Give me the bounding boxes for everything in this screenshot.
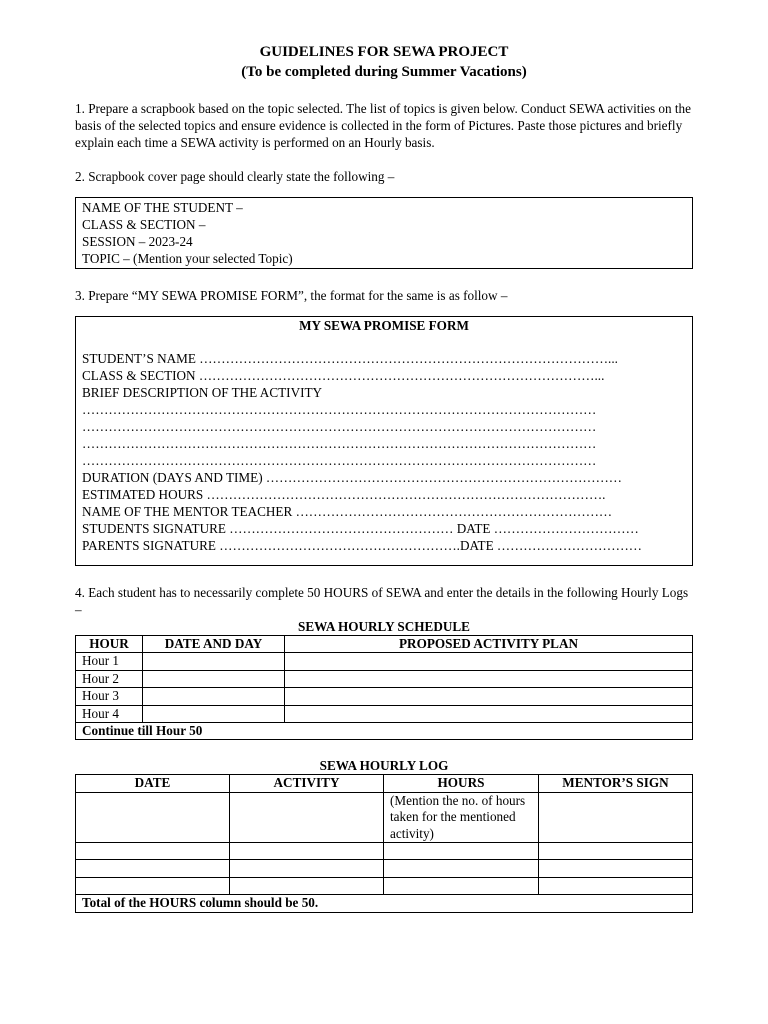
log-mentor-sign-cell[interactable]: [539, 792, 693, 842]
form-dotted-line: ………………………………………………………………………………………………………: [82, 402, 597, 417]
schedule-date-cell[interactable]: [143, 705, 285, 722]
log-activity-cell[interactable]: [230, 877, 384, 894]
log-mentor-sign-cell[interactable]: [539, 860, 693, 877]
table-row: [76, 670, 693, 687]
form-estimated-hours: ESTIMATED HOURS ……………………………………………………………………………….: [82, 487, 606, 502]
schedule-date-cell[interactable]: [143, 670, 285, 687]
form-brief-description: BRIEF DESCRIPTION OF THE ACTIVITY: [82, 385, 323, 400]
form-student-name: STUDENT’S NAME …………………………………………………………………………………...: [82, 351, 618, 366]
form-parent-signature: PARENTS SIGNATURE ……………………………………………….DATE ……………………………: [82, 538, 642, 553]
log-table: [75, 774, 693, 912]
log-hours-cell[interactable]: [384, 877, 539, 894]
schedule-date-cell[interactable]: [143, 688, 285, 705]
table-row: [76, 877, 693, 894]
schedule-footer: Continue till Hour 50: [76, 723, 693, 740]
table-row: [76, 688, 693, 705]
schedule-plan-cell[interactable]: [285, 705, 693, 722]
schedule-footer-row: [76, 723, 693, 740]
form-dotted-line: ………………………………………………………………………………………………………: [82, 453, 597, 468]
log-hours-cell[interactable]: [384, 860, 539, 877]
schedule-plan-cell[interactable]: [285, 653, 693, 670]
schedule-plan-cell[interactable]: [285, 670, 693, 687]
log-date-cell[interactable]: [76, 860, 230, 877]
log-mentor-sign-cell[interactable]: [539, 843, 693, 860]
point-3: 3. Prepare “MY SEWA PROMISE FORM”, the format for the same is as follow –: [75, 288, 508, 303]
log-date-cell[interactable]: [76, 792, 230, 842]
form-class-section: CLASS & SECTION ………………………………………………………………………………...: [82, 368, 605, 383]
log-activity-cell[interactable]: [230, 792, 384, 842]
log-date-cell[interactable]: [76, 843, 230, 860]
table-row: [76, 653, 693, 670]
log-header-hours: HOURS: [384, 775, 539, 792]
log-hours-note: (Mention the no. of hours taken for the mentioned activity): [384, 792, 539, 842]
log-heading: SEWA HOURLY LOG: [319, 758, 449, 774]
schedule-hour-cell: Hour 3: [76, 688, 143, 705]
log-date-cell[interactable]: [76, 877, 230, 894]
page-title: GUIDELINES FOR SEWA PROJECT: [259, 44, 509, 60]
form-mentor-teacher: NAME OF THE MENTOR TEACHER ………………………………………………………………: [82, 504, 613, 519]
promise-form-box: [75, 316, 693, 566]
schedule-heading: SEWA HOURLY SCHEDULE: [298, 619, 470, 634]
promise-form-heading: MY SEWA PROMISE FORM: [299, 318, 469, 333]
form-student-signature: STUDENTS SIGNATURE …………………………………………… DATE ……………………………: [82, 521, 639, 536]
point-4: 4. Each student has to necessarily complete 50 HOURS of SEWA and enter the details in the following Hourly Logs –: [75, 585, 689, 617]
table-row: [76, 843, 693, 860]
log-mentor-sign-cell[interactable]: [539, 877, 693, 894]
point-1: 1. Prepare a scrapbook based on the topic selected. The list of topics is given below. Conduct SEWA activities on the basis of the selected topics and ensure evidence is collected in the form of Pictures. Paste those pictures and briefly explain each time a SEWA activity is performed on an Hourly basis.: [75, 101, 692, 150]
schedule-header-hour: HOUR: [76, 636, 143, 653]
page-subtitle: (To be completed during Summer Vacations): [241, 64, 527, 80]
schedule-hour-cell: Hour 1: [76, 653, 143, 670]
log-footer: Total of the HOURS column should be 50.: [76, 895, 693, 912]
schedule-table: [75, 635, 693, 740]
form-duration: DURATION (DAYS AND TIME) ………………………………………………………………………: [82, 470, 622, 485]
schedule-header-plan: PROPOSED ACTIVITY PLAN: [285, 636, 693, 653]
table-row: [76, 792, 693, 842]
log-activity-cell[interactable]: [230, 843, 384, 860]
log-header-row: [76, 775, 693, 792]
cover-student-name: NAME OF THE STUDENT –: [82, 200, 243, 215]
log-activity-cell[interactable]: [230, 860, 384, 877]
log-footer-row: [76, 895, 693, 912]
schedule-date-cell[interactable]: [143, 653, 285, 670]
document-page: [75, 42, 693, 913]
schedule-hour-cell: Hour 4: [76, 705, 143, 722]
cover-topic: TOPIC – (Mention your selected Topic): [82, 251, 293, 266]
form-dotted-line: ………………………………………………………………………………………………………: [82, 436, 597, 451]
table-row: [76, 860, 693, 877]
schedule-header-row: [76, 636, 693, 653]
table-row: [76, 705, 693, 722]
schedule-hour-cell: Hour 2: [76, 670, 143, 687]
log-header-date: DATE: [76, 775, 230, 792]
cover-session: SESSION – 2023-24: [82, 234, 193, 249]
log-hours-cell[interactable]: [384, 843, 539, 860]
form-dotted-line: ………………………………………………………………………………………………………: [82, 419, 597, 434]
log-header-mentor-sign: MENTOR’S SIGN: [539, 775, 693, 792]
cover-page-box: [75, 197, 693, 269]
cover-class-section: CLASS & SECTION –: [82, 217, 206, 232]
point-2: 2. Scrapbook cover page should clearly state the following –: [75, 169, 395, 184]
log-header-activity: ACTIVITY: [230, 775, 384, 792]
schedule-plan-cell[interactable]: [285, 688, 693, 705]
schedule-header-date: DATE AND DAY: [143, 636, 285, 653]
